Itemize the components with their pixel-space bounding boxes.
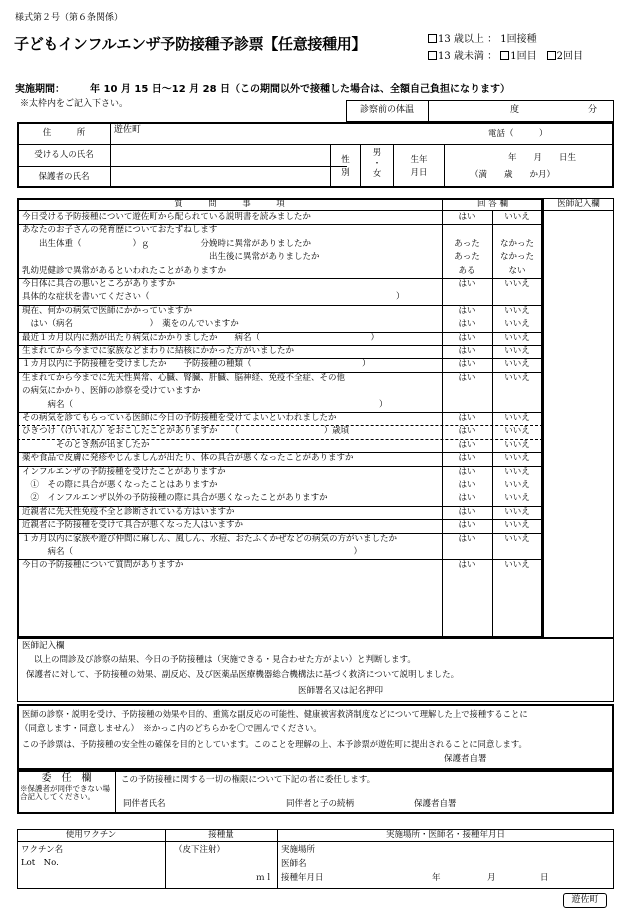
answer-no-option[interactable]: いいえ bbox=[504, 359, 530, 370]
answer-no-option[interactable]: なかった bbox=[499, 252, 534, 263]
consent-line3: この予診票は、予防接種の安全性の確保を目的としています。このことを理解の上、本予診票が遊佐町に提出されることに同意します。 bbox=[22, 739, 527, 749]
answer-no-option[interactable]: いいえ bbox=[504, 506, 530, 517]
doctor-column bbox=[543, 198, 614, 638]
answer-no-option[interactable]: いいえ bbox=[504, 560, 530, 571]
question-text: 生まれてから今までに先天性異常、心臓、腎臓、肝臓、脳神経、免疫不全症、その他 bbox=[22, 372, 346, 383]
question-text: 生まれてから今までに家族などまわりに結核にかかった方がいましたか bbox=[22, 346, 295, 356]
dose-col-header: 接種量 bbox=[208, 830, 234, 840]
answer-yes-option[interactable]: はい bbox=[458, 413, 476, 423]
date-month-label: 月 bbox=[487, 873, 496, 883]
question-text: の病気にかかり、医師の診察を受けていますか bbox=[22, 386, 201, 397]
consent-line1: 医師の診察・説明を受け、予防接種の効果や目的、重篤な副反応の可能性、健康被害救済制度などについて理解した上で接種することに bbox=[22, 709, 528, 719]
question-text: １カ月以内に家族や遊び仲間に麻しん、風しん、水痘、おたふくかぜなどの病気の方がいましたか bbox=[22, 533, 398, 544]
answer-yes-option[interactable]: はい bbox=[458, 466, 476, 477]
answer-no-option[interactable]: ない bbox=[508, 265, 526, 276]
answer-no-option[interactable]: いいえ bbox=[504, 426, 530, 437]
vaccine-col-header: 使用ワクチン bbox=[65, 830, 117, 840]
question-text: 今日体に具合の悪いところがありますか bbox=[22, 279, 176, 289]
period-label: 実施期間： bbox=[15, 84, 60, 95]
answer-no-option[interactable]: いいえ bbox=[504, 439, 530, 450]
age-over-label: 13 歳以上 ： 1回接種 bbox=[438, 34, 537, 45]
delegate-guardian-signature[interactable]: 保護者自署 bbox=[414, 799, 457, 809]
age-under-option[interactable] bbox=[428, 51, 583, 62]
question-text: 今日の予防接種について質問がありますか bbox=[22, 560, 184, 571]
answer-yes-option[interactable]: はい bbox=[458, 332, 476, 343]
question-text: 出生体重（ ）ｇ 分娩時に異常がありましたか bbox=[22, 238, 312, 249]
answer-yes-option[interactable]: はい bbox=[458, 439, 476, 450]
consent-choice[interactable]: （同意します・同意しません） ※かっこ内のどちらかを〇で囲んでください。 bbox=[20, 724, 322, 734]
question-text: 薬や食品で皮膚に発疹やじんましんが出たり、体の具合が悪くなったことがありますか bbox=[22, 453, 354, 464]
answer-yes-option[interactable]: はい bbox=[458, 560, 476, 571]
checkbox-icon[interactable] bbox=[428, 34, 437, 43]
answer-yes-option[interactable]: ある bbox=[458, 265, 476, 276]
question-text: ② インフルエンザ以外の予防接種の際に具合が悪くなったことがありますか bbox=[22, 493, 328, 504]
address-field[interactable]: 遊佐町 bbox=[114, 125, 142, 135]
delegate-title: 委 任 欄 bbox=[41, 773, 92, 784]
question-text: 乳幼児健診で異常があるといわれたことがありますか bbox=[22, 265, 227, 276]
answer-no-option[interactable]: いいえ bbox=[504, 413, 530, 423]
answer-no-option[interactable]: なかった bbox=[499, 238, 534, 249]
question-text: 具体的な症状を書いてください（ ） bbox=[22, 292, 405, 303]
birth-label: 生年 月日 bbox=[410, 155, 428, 178]
date-year-label: 年 bbox=[432, 873, 441, 883]
answer-no-option[interactable]: いいえ bbox=[504, 346, 530, 356]
age-under-label: 13 歳未満 ： bbox=[438, 51, 501, 62]
question-text: その病気を診てもらっている医師に今日の予防接種を受けてよいといわれましたか bbox=[22, 413, 337, 423]
guardian-signature[interactable]: 保護者自署 bbox=[444, 754, 487, 764]
answer-no-option[interactable]: いいえ bbox=[504, 305, 530, 316]
question-text: 出生後に異常がありましたか bbox=[22, 252, 320, 263]
answer-no-option[interactable]: いいえ bbox=[504, 533, 530, 544]
period-text: 年 10 月 15 日～12 月 28 日（この期間以外で接種した場合は、全額自己負担になります） bbox=[90, 84, 511, 95]
answer-no-option[interactable]: いいえ bbox=[504, 453, 530, 464]
answer-yes-option[interactable]: はい bbox=[458, 426, 476, 437]
guardian-name-label: 保護者の氏名 bbox=[38, 172, 90, 182]
answer-no-option[interactable]: いいえ bbox=[504, 279, 530, 289]
phone-field[interactable]: 電話（ ） bbox=[488, 129, 548, 139]
answer-no-option[interactable]: いいえ bbox=[504, 466, 530, 477]
answer-yes-option[interactable]: あった bbox=[454, 238, 480, 249]
question-text: 近親者に先天性免疫不全と診断されている方はいますか bbox=[22, 506, 235, 517]
patient-name-label: 受ける人の氏名 bbox=[34, 150, 94, 160]
delegate-note: ※保護者が同伴できない場合記入してください。 bbox=[20, 784, 110, 801]
age-over-option[interactable] bbox=[428, 34, 537, 45]
age-field[interactable]: （満 歳 か月） bbox=[470, 170, 556, 180]
answer-yes-option[interactable]: はい bbox=[458, 520, 476, 531]
col-answer-header: 回 答 欄 bbox=[477, 199, 508, 209]
vaccine-name-field[interactable]: ワクチン名 bbox=[21, 845, 64, 855]
answer-yes-option[interactable]: はい bbox=[458, 359, 476, 370]
sex-label: 性 別 bbox=[341, 155, 350, 178]
question-text: 最近１カ月以内に熱が出たり病気にかかりましたか 病名（ ） bbox=[22, 332, 380, 343]
dose2-label: 2回目 bbox=[556, 51, 584, 62]
answer-no-option[interactable]: いいえ bbox=[504, 372, 530, 383]
question-text: 現在、何かの病気で医師にかかっていますか bbox=[22, 305, 193, 316]
checkbox-icon[interactable] bbox=[500, 51, 509, 60]
sex-options[interactable]: 男 ・ 女 bbox=[372, 148, 382, 180]
delegate-text: この予防接種に関する一切の権限について下記の者に委任します。 bbox=[121, 775, 376, 785]
answer-no-option[interactable]: いいえ bbox=[504, 480, 530, 490]
fill-note: ※太枠内をご記入下さい。 bbox=[20, 99, 129, 109]
town-stamp: 遊佐町 bbox=[571, 895, 599, 905]
question-text: あなたのお子さんの発育歴についておたずねします bbox=[22, 225, 218, 236]
period-row bbox=[15, 84, 510, 95]
relation-field[interactable]: 同伴者と子の続柄 bbox=[286, 799, 355, 809]
place-field[interactable]: 実施場所 bbox=[281, 845, 316, 855]
date-day-label: 日 bbox=[540, 873, 549, 883]
place-col-header: 実施場所・医師名・接種年月日 bbox=[385, 830, 505, 840]
answer-no-option[interactable]: いいえ bbox=[504, 493, 530, 504]
answer-yes-option[interactable]: はい bbox=[458, 319, 476, 330]
answer-yes-option[interactable]: はい bbox=[458, 212, 476, 222]
date-field[interactable]: 接種年月日 bbox=[281, 873, 324, 883]
doctor-signature[interactable]: 医師署名又は記名押印 bbox=[298, 686, 384, 696]
dose1-label: 1回目 bbox=[510, 51, 537, 62]
doctor-notes-heading: 医師記入欄 bbox=[22, 641, 65, 651]
temp-unit-deg: 度 bbox=[510, 105, 520, 115]
dose-unit[interactable]: ｍｌ bbox=[256, 873, 274, 883]
answer-no-option[interactable]: いいえ bbox=[504, 332, 530, 343]
question-text: 病名（ ） bbox=[22, 547, 363, 557]
answer-yes-option[interactable]: はい bbox=[458, 305, 476, 316]
lot-number-field[interactable]: Lot No. bbox=[21, 858, 59, 868]
doctor-judgement[interactable]: 以上の問診及び診察の結果、今日の予防接種は（実施できる・見合わせた方がよい）と判断します。 bbox=[34, 655, 416, 665]
page-title: 子どもインフルエンザ予防接種予診票【任意接種用】 bbox=[14, 35, 367, 53]
answer-no-option[interactable]: いいえ bbox=[504, 319, 530, 330]
question-text: 近親者に予防接種を受けて具合が悪くなった人はいますか bbox=[22, 520, 244, 531]
temp-label: 診察前の体温 bbox=[359, 105, 414, 115]
doctor-explanation: 保護者に対して、予防接種の効果、副反応、及び医薬品医療機器総合機構法に基づく救済について説明しました。 bbox=[26, 670, 460, 680]
companion-name-field[interactable]: 同伴者氏名 bbox=[123, 799, 166, 809]
patient-name-field[interactable] bbox=[112, 145, 329, 165]
answer-yes-option[interactable]: あった bbox=[454, 252, 480, 263]
question-text: ① その際に具合が悪くなったことはありますか bbox=[22, 480, 218, 490]
form-number: 様式第２号（第６条関係） bbox=[15, 13, 124, 23]
guardian-name-field[interactable] bbox=[112, 167, 329, 187]
col-doctor-header: 医師記入欄 bbox=[557, 199, 600, 209]
checkbox-icon[interactable] bbox=[428, 51, 437, 60]
answer-yes-option[interactable]: はい bbox=[458, 346, 476, 356]
question-text: インフルエンザの予防接種を受けたことがありますか bbox=[22, 466, 226, 477]
question-text: そのとき熱が出ましたか bbox=[22, 439, 150, 450]
question-text: ひきつけ（けいれん）をおこしたことがありますか （ ）歳頃 bbox=[22, 426, 350, 437]
doctor-name-field[interactable]: 医師名 bbox=[281, 859, 307, 869]
birth-date-field[interactable]: 年 月 日生 bbox=[508, 153, 577, 163]
answer-yes-option[interactable]: はい bbox=[458, 493, 476, 504]
answer-yes-option[interactable]: はい bbox=[458, 279, 476, 289]
answer-yes-option[interactable]: はい bbox=[458, 453, 476, 464]
answer-no-option[interactable]: いいえ bbox=[504, 212, 530, 222]
answer-yes-option[interactable]: はい bbox=[458, 533, 476, 544]
answer-yes-option[interactable]: はい bbox=[458, 506, 476, 517]
address-label: 住 所 bbox=[42, 128, 86, 138]
answer-yes-option[interactable]: はい bbox=[458, 480, 476, 490]
question-text: はい（病名 ） 薬をのんでいますか bbox=[22, 319, 239, 330]
question-text: 病名（ ） bbox=[22, 399, 388, 410]
answer-no-option[interactable]: いいえ bbox=[504, 520, 530, 531]
checkbox-icon[interactable] bbox=[547, 51, 556, 60]
injection-route: （皮下注射） bbox=[174, 845, 226, 855]
answer-yes-option[interactable]: はい bbox=[458, 372, 476, 383]
temp-unit-min: 分 bbox=[588, 105, 598, 115]
question-text: １カ月以内に予防接種を受けましたか 予防接種の種類（ ） bbox=[22, 359, 371, 370]
question-text: 今日受ける予防接種について遊佐町から配られている説明書を読みましたか bbox=[22, 212, 311, 222]
col-question-header: 質 問 事 項 bbox=[174, 199, 285, 209]
